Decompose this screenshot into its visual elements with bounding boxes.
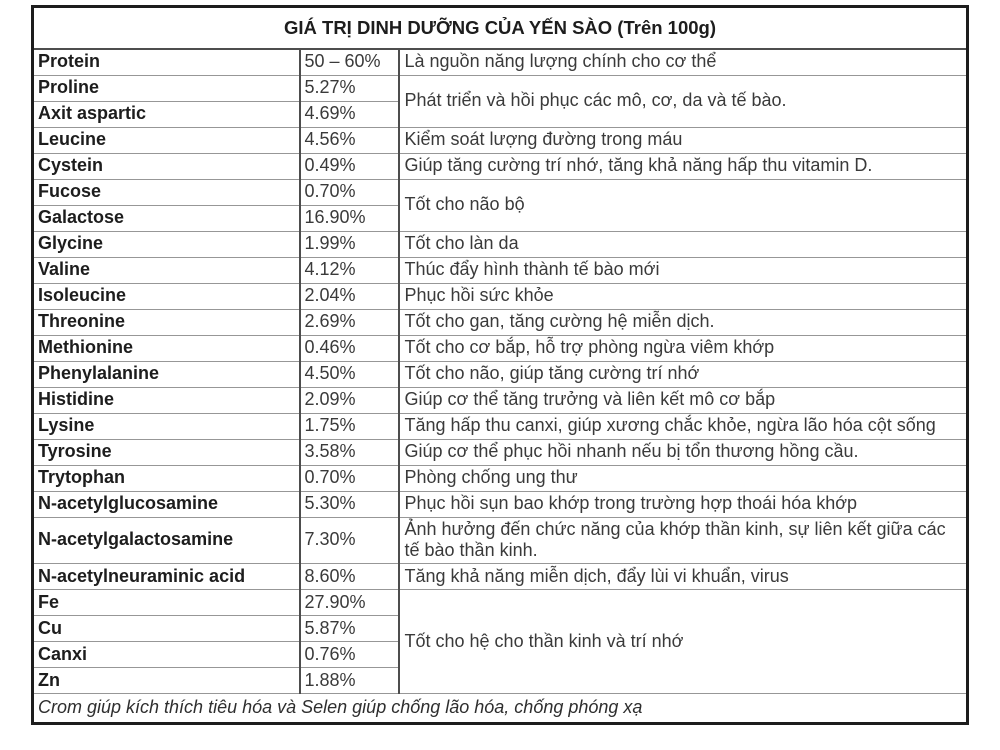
nutrient-value: 0.49% [300, 153, 399, 179]
nutrient-name: Axit aspartic [33, 101, 300, 127]
nutrient-name: N-acetylneuraminic acid [33, 564, 300, 590]
nutrient-value: 5.87% [300, 616, 399, 642]
nutrient-name: Methionine [33, 335, 300, 361]
nutrient-value: 5.27% [300, 75, 399, 101]
nutrient-value: 3.58% [300, 439, 399, 465]
nutrient-name: Isoleucine [33, 283, 300, 309]
nutrient-benefit: Tốt cho hệ cho thần kinh và trí nhớ [399, 590, 968, 694]
table-title-row [33, 7, 968, 50]
table-row [33, 517, 968, 564]
table-footer-note: Crom giúp kích thích tiêu hóa và Selen giúp chống lão hóa, chống phóng xạ [33, 694, 968, 724]
table-row [33, 127, 968, 153]
nutrient-name: Proline [33, 75, 300, 101]
nutrient-benefit: Phục hồi sụn bao khớp trong trường hợp thoái hóa khớp [399, 491, 968, 517]
nutrient-value: 0.46% [300, 335, 399, 361]
nutrient-name: Zn [33, 668, 300, 694]
nutrient-name: Cystein [33, 153, 300, 179]
nutrient-name: N-acetylglucosamine [33, 491, 300, 517]
nutrient-value: 4.12% [300, 257, 399, 283]
nutrient-name: Cu [33, 616, 300, 642]
nutrient-benefit: Tăng hấp thu canxi, giúp xương chắc khỏe, ngừa lão hóa cột sống [399, 413, 968, 439]
nutrient-value: 8.60% [300, 564, 399, 590]
nutrient-value: 2.09% [300, 387, 399, 413]
nutrient-value: 1.88% [300, 668, 399, 694]
nutrient-benefit: Tốt cho não, giúp tăng cường trí nhớ [399, 361, 968, 387]
nutrient-value: 0.70% [300, 179, 399, 205]
nutrient-benefit: Là nguồn năng lượng chính cho cơ thể [399, 49, 968, 75]
nutrient-value: 2.04% [300, 283, 399, 309]
nutrient-benefit: Tăng khả năng miễn dịch, đẩy lùi vi khuẩn, virus [399, 564, 968, 590]
table-title: GIÁ TRỊ DINH DƯỠNG CỦA YẾN SÀO (Trên 100g) [33, 7, 968, 50]
table-row [33, 491, 968, 517]
nutrient-benefit: Kiểm soát lượng đường trong máu [399, 127, 968, 153]
nutrient-value: 0.76% [300, 642, 399, 668]
nutrient-name: Fucose [33, 179, 300, 205]
table-row [33, 75, 968, 101]
nutrient-benefit: Phục hồi sức khỏe [399, 283, 968, 309]
nutrient-name: Tyrosine [33, 439, 300, 465]
nutrient-benefit: Phòng chống ung thư [399, 465, 968, 491]
nutrient-benefit: Tốt cho não bộ [399, 179, 968, 231]
nutrient-name: Protein [33, 49, 300, 75]
nutrient-name: Fe [33, 590, 300, 616]
nutrient-value: 7.30% [300, 517, 399, 564]
nutrient-benefit: Giúp cơ thể tăng trưởng và liên kết mô cơ bắp [399, 387, 968, 413]
nutrient-value: 2.69% [300, 309, 399, 335]
table-row [33, 309, 968, 335]
table-row [33, 387, 968, 413]
nutrient-name: Galactose [33, 205, 300, 231]
nutrition-table [31, 5, 969, 725]
table-row [33, 361, 968, 387]
nutrient-name: Phenylalanine [33, 361, 300, 387]
nutrient-value: 16.90% [300, 205, 399, 231]
table-row [33, 231, 968, 257]
nutrient-value: 27.90% [300, 590, 399, 616]
nutrient-name: Threonine [33, 309, 300, 335]
nutrient-name: Valine [33, 257, 300, 283]
table-row [33, 590, 968, 616]
table-row [33, 413, 968, 439]
table-row [33, 564, 968, 590]
table-row [33, 439, 968, 465]
nutrient-value: 50 – 60% [300, 49, 399, 75]
nutrient-benefit: Tốt cho cơ bắp, hỗ trợ phòng ngừa viêm khớp [399, 335, 968, 361]
table-row [33, 49, 968, 75]
nutrient-value: 5.30% [300, 491, 399, 517]
nutrient-name: Canxi [33, 642, 300, 668]
table-row [33, 257, 968, 283]
nutrient-name: Leucine [33, 127, 300, 153]
table-row [33, 153, 968, 179]
nutrient-name: Histidine [33, 387, 300, 413]
table-row [33, 335, 968, 361]
nutrient-benefit: Giúp cơ thể phục hồi nhanh nếu bị tổn thương hồng cầu. [399, 439, 968, 465]
nutrient-value: 1.99% [300, 231, 399, 257]
nutrient-benefit: Tốt cho làn da [399, 231, 968, 257]
nutrient-value: 4.50% [300, 361, 399, 387]
nutrient-benefit: Tốt cho gan, tăng cường hệ miễn dịch. [399, 309, 968, 335]
nutrient-benefit: Ảnh hưởng đến chức năng của khớp thần kinh, sự liên kết giữa các tế bào thần kinh. [399, 517, 968, 564]
nutrient-value: 0.70% [300, 465, 399, 491]
nutrient-name: Lysine [33, 413, 300, 439]
nutrient-name: N-acetylgalactosamine [33, 517, 300, 564]
nutrient-name: Glycine [33, 231, 300, 257]
nutrient-benefit: Phát triển và hồi phục các mô, cơ, da và tế bào. [399, 75, 968, 127]
nutrient-value: 4.56% [300, 127, 399, 153]
nutrient-name: Trytophan [33, 465, 300, 491]
nutrient-benefit: Thúc đẩy hình thành tế bào mới [399, 257, 968, 283]
table-footer-row [33, 694, 968, 724]
nutrient-benefit: Giúp tăng cường trí nhớ, tăng khả năng hấp thu vitamin D. [399, 153, 968, 179]
nutrient-value: 4.69% [300, 101, 399, 127]
table-row [33, 465, 968, 491]
nutrient-value: 1.75% [300, 413, 399, 439]
table-row [33, 283, 968, 309]
table-row [33, 179, 968, 205]
